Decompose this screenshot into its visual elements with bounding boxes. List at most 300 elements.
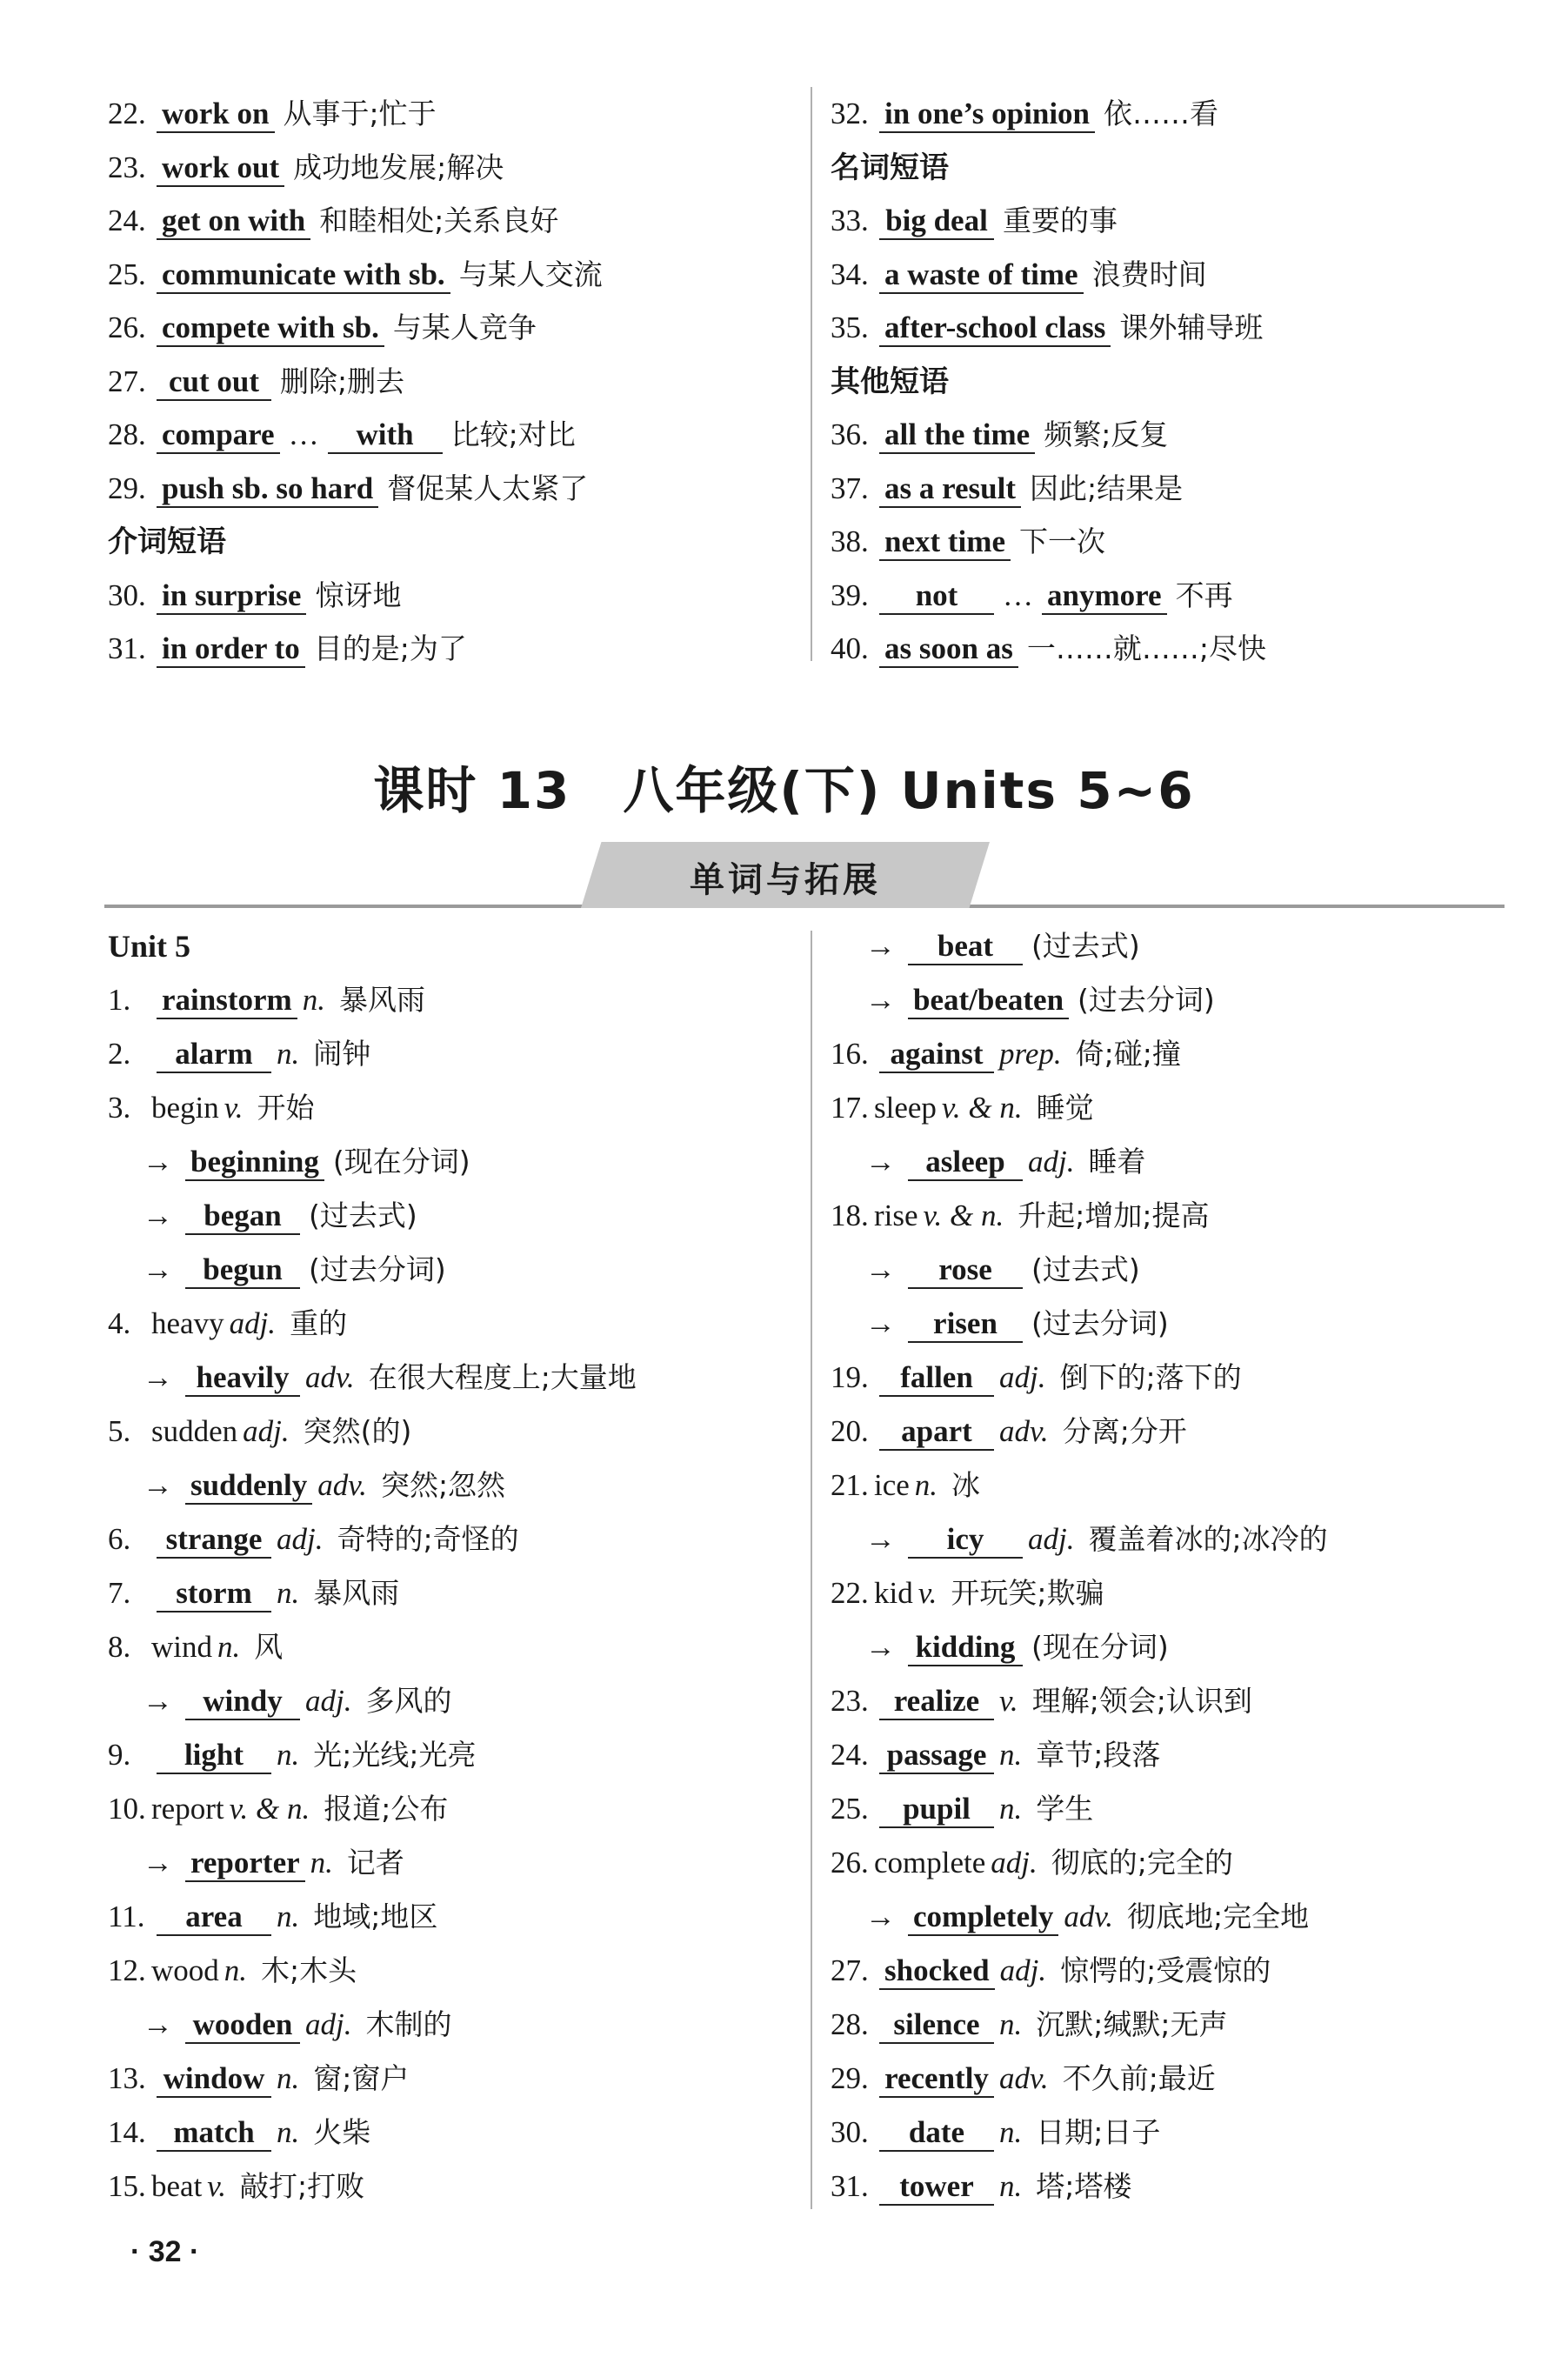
part-of-speech: n. (277, 2061, 300, 2095)
chinese-meaning: 覆盖着冰的;冰冷的 (1088, 1522, 1328, 1556)
chinese-meaning: 频繁;反复 (1044, 417, 1169, 451)
item-number: 24. (831, 1738, 869, 1772)
part-of-speech: v. (224, 1091, 244, 1125)
answer-blank: silence (879, 2007, 994, 2044)
base-word: ice (874, 1468, 910, 1502)
answer-blank: wooden (185, 2007, 300, 2044)
chinese-meaning: (过去式) (309, 1199, 417, 1232)
answer-blank: window (157, 2061, 271, 2098)
item-number: 15. (108, 2169, 146, 2203)
answer-blank: beat/beaten (908, 983, 1069, 1019)
entry-row (108, 469, 588, 509)
part-of-speech: n. (277, 1900, 300, 1933)
item-number: 33. (831, 204, 869, 237)
base-word: complete (874, 1846, 986, 1880)
chinese-meaning: 因此;结果是 (1030, 471, 1184, 505)
answer-blank: alarm (157, 1037, 271, 1073)
part-of-speech: n. (914, 1468, 938, 1502)
answer-blank: after-school class (879, 310, 1111, 347)
part-of-speech: n. (310, 1846, 333, 1880)
item-number: 27. (108, 364, 146, 398)
entry-row (108, 308, 537, 348)
category-heading: 名词短语 (831, 150, 949, 185)
part-of-speech: adv. (1064, 1900, 1114, 1933)
answer-blank: suddenly (185, 1468, 312, 1505)
entry-row (108, 1519, 519, 1559)
item-number: 1. (108, 983, 131, 1017)
item-number: 34. (831, 257, 869, 291)
part-of-speech: v. & n. (923, 1199, 1004, 1232)
item-number: 21. (831, 1468, 869, 1502)
part-of-speech: adj. (999, 1953, 1047, 1987)
entry-row (831, 576, 1233, 616)
item-number: 31. (108, 631, 146, 665)
answer-blank: compare (157, 417, 280, 454)
answer-blank: get on with (157, 204, 310, 240)
entry-row (108, 522, 226, 562)
chinese-meaning: 沉默;缄默;无声 (1036, 2007, 1228, 2041)
chinese-meaning: 重的 (290, 1306, 348, 1340)
part-of-speech: adv. (999, 1414, 1049, 1448)
answer-blank: push sb. so hard (157, 471, 378, 508)
entry-row (831, 1519, 1328, 1559)
chinese-meaning: (过去分词) (1031, 1306, 1169, 1340)
chinese-meaning: 风 (254, 1630, 284, 1664)
base-word: sudden (151, 1414, 238, 1448)
answer-blank: work on (157, 97, 275, 133)
part-of-speech: n. (277, 2115, 300, 2149)
lesson-title: 课时 13 八年级(下) Units 5~6 (373, 761, 1195, 820)
item-number: 40. (831, 631, 869, 665)
part-of-speech: n. (224, 1953, 248, 1987)
entry-row (108, 1142, 470, 1182)
chinese-meaning: 惊愕的;受震惊的 (1060, 1953, 1271, 1987)
arrow-symbol: → (865, 983, 896, 1017)
chinese-meaning: 与某人交流 (458, 257, 603, 291)
chinese-meaning: 彻底的;完全的 (1051, 1846, 1233, 1880)
part-of-speech: adj. (999, 1360, 1046, 1394)
part-of-speech: v. & n. (941, 1091, 1023, 1125)
entry-row (831, 148, 949, 188)
entry-row (831, 1196, 1209, 1236)
entry-row (831, 629, 1266, 669)
entry-row (831, 255, 1207, 295)
chinese-meaning: 目的是;为了 (313, 631, 467, 665)
item-number: 6. (108, 1522, 131, 1556)
part-of-speech: n. (217, 1630, 241, 1664)
chinese-meaning: 睡着 (1088, 1145, 1146, 1178)
entry-row (108, 1573, 399, 1613)
entry-row (831, 1843, 1233, 1883)
item-number: 20. (831, 1414, 869, 1448)
chinese-meaning: 奇特的;奇怪的 (337, 1522, 519, 1556)
entry-row (831, 1627, 1169, 1667)
item-number: 36. (831, 417, 869, 451)
item-number: 7. (108, 1576, 131, 1610)
answer-blank: big deal (879, 204, 994, 240)
part-of-speech: adj. (243, 1414, 290, 1448)
chinese-meaning: 木制的 (365, 2007, 452, 2041)
arrow-symbol: → (865, 1306, 896, 1340)
chinese-meaning: 暴风雨 (338, 983, 425, 1017)
entry-row (831, 362, 949, 402)
entry-row (831, 1951, 1271, 1991)
ellipsis: … (288, 417, 319, 451)
base-word: heavy (151, 1306, 224, 1340)
chinese-meaning: 不久前;最近 (1062, 2061, 1216, 2095)
base-word: kid (874, 1576, 913, 1610)
page-number: · 32 · (130, 2235, 200, 2268)
item-number: 32. (831, 97, 869, 130)
item-number: 39. (831, 578, 869, 612)
answer-blank: pupil (879, 1792, 994, 1828)
entry-row (108, 576, 401, 616)
answer-blank: recently (879, 2061, 994, 2098)
entry-row (108, 148, 504, 188)
item-number: 16. (831, 1037, 869, 1071)
chinese-meaning: 多风的 (365, 1684, 452, 1718)
entry-row (831, 201, 1118, 241)
entry-row (831, 1358, 1242, 1398)
entry-row (831, 1250, 1140, 1290)
part-of-speech: v. (917, 1576, 937, 1610)
item-number: 18. (831, 1199, 869, 1232)
answer-blank: communicate with sb. (157, 257, 450, 294)
chinese-meaning: 突然(的) (303, 1414, 412, 1448)
entry-row (831, 1088, 1094, 1128)
column-divider-bottom (811, 931, 812, 2209)
category-heading: 介词短语 (108, 524, 226, 559)
entry-row (831, 1735, 1160, 1775)
part-of-speech: prep. (999, 1037, 1062, 1071)
chinese-meaning: 与某人竞争 (392, 310, 537, 344)
answer-blank: heavily (185, 1360, 300, 1397)
part-of-speech: v. (999, 1684, 1018, 1718)
item-number: 12. (108, 1953, 146, 1987)
entry-row (831, 308, 1263, 348)
item-number: 27. (831, 1953, 869, 1987)
answer-blank: with (328, 417, 443, 454)
answer-blank: next time (879, 524, 1011, 561)
entry-row (108, 1412, 411, 1452)
chinese-meaning: 和睦相处;关系良好 (319, 204, 559, 237)
part-of-speech: adj. (991, 1846, 1038, 1880)
entry-row (831, 1573, 1104, 1613)
item-number: 31. (831, 2169, 869, 2203)
entry-row (831, 2059, 1216, 2099)
entry-row (108, 1304, 347, 1344)
answer-blank: all the time (879, 417, 1035, 454)
base-word: beat (151, 2169, 203, 2203)
chinese-meaning: 下一次 (1018, 524, 1105, 558)
part-of-speech: adj. (305, 2007, 352, 2041)
entry-row (108, 2059, 409, 2099)
chinese-meaning: 敲打;打败 (239, 2169, 365, 2203)
answer-blank: rainstorm (157, 983, 297, 1019)
category-heading: 其他短语 (831, 364, 949, 399)
entry-row (108, 629, 467, 669)
chinese-meaning: 比较;对比 (450, 417, 576, 451)
chinese-meaning: 惊讶地 (315, 578, 402, 612)
part-of-speech: v. & n. (229, 1792, 310, 1826)
item-number: 22. (108, 97, 146, 130)
chinese-meaning: (过去分词) (309, 1252, 446, 1286)
entry-row (108, 2167, 364, 2207)
chinese-meaning: 光;光线;光亮 (313, 1738, 477, 1772)
item-number: 23. (831, 1684, 869, 1718)
chinese-meaning: (现在分词) (332, 1145, 470, 1178)
chinese-meaning: 倚;碰;撞 (1075, 1037, 1181, 1071)
entry-row (831, 522, 1105, 562)
chinese-meaning: 分离;分开 (1062, 1414, 1187, 1448)
item-number: 5. (108, 1414, 131, 1448)
item-number: 25. (831, 1792, 869, 1826)
arrow-symbol: → (143, 1360, 173, 1394)
chinese-meaning: 依……看 (1104, 97, 1219, 130)
item-number: 19. (831, 1360, 869, 1394)
answer-blank: rose (908, 1252, 1023, 1289)
chinese-meaning: 闹钟 (313, 1037, 371, 1071)
entry-row (108, 980, 425, 1020)
answer-blank: as a result (879, 471, 1021, 508)
part-of-speech: adj. (1028, 1145, 1075, 1178)
answer-blank: asleep (908, 1145, 1023, 1181)
entry-row (831, 2167, 1131, 2207)
chinese-meaning: 升起;增加;提高 (1018, 1199, 1210, 1232)
column-divider-top (811, 87, 812, 661)
entry-row (831, 94, 1218, 134)
part-of-speech: adj. (305, 1684, 352, 1718)
chinese-meaning: 突然;忽然 (380, 1468, 506, 1502)
answer-blank: apart (879, 1414, 994, 1451)
item-number: 37. (831, 471, 869, 505)
entry-row (831, 1466, 980, 1506)
chinese-meaning: 成功地发展;解决 (293, 150, 504, 184)
chinese-meaning: 塔;塔楼 (1036, 2169, 1132, 2203)
chinese-meaning: 章节;段落 (1036, 1738, 1161, 1772)
chinese-meaning: (过去式) (1031, 1252, 1140, 1286)
answer-blank: in order to (157, 631, 305, 668)
chinese-meaning: 学生 (1036, 1792, 1094, 1826)
item-number: 29. (108, 471, 146, 505)
arrow-symbol: → (865, 1900, 896, 1933)
arrow-symbol: → (143, 2007, 173, 2041)
part-of-speech: n. (277, 1037, 300, 1071)
answer-blank: against (879, 1037, 994, 1073)
entry-row (831, 980, 1215, 1020)
answer-blank: match (157, 2115, 271, 2152)
answer-blank: windy (185, 1684, 300, 1720)
entry-row (831, 1789, 1093, 1829)
entry-row (831, 415, 1168, 455)
item-number: 3. (108, 1091, 131, 1125)
chinese-meaning: 木;木头 (261, 1953, 357, 1987)
entry-row (108, 94, 437, 134)
part-of-speech: n. (999, 2007, 1023, 2041)
answer-blank: not (879, 578, 994, 615)
arrow-symbol: → (143, 1684, 173, 1718)
answer-blank: in one’s opinion (879, 97, 1095, 133)
answer-blank: began (185, 1199, 300, 1235)
chinese-meaning: 暴风雨 (313, 1576, 400, 1610)
part-of-speech: adj. (229, 1306, 277, 1340)
entry-row (831, 2005, 1228, 2045)
entry-row (108, 1250, 446, 1290)
arrow-symbol: → (143, 1145, 173, 1178)
arrow-symbol: → (865, 1252, 896, 1286)
part-of-speech: n. (999, 1738, 1023, 1772)
chinese-meaning: 不再 (1175, 578, 1233, 612)
part-of-speech: adj. (277, 1522, 324, 1556)
chinese-meaning: 课外辅导班 (1119, 310, 1264, 344)
entry-row (108, 255, 603, 295)
entry-row (108, 1735, 477, 1775)
answer-blank: work out (157, 150, 284, 187)
entry-row (108, 1897, 437, 1937)
answer-blank: beginning (185, 1145, 324, 1181)
chinese-meaning: (过去分词) (1078, 983, 1215, 1017)
item-number: 14. (108, 2115, 146, 2149)
entry-row (831, 1412, 1187, 1452)
arrow-symbol: → (143, 1199, 173, 1232)
part-of-speech: n. (277, 1738, 300, 1772)
answer-blank: strange (157, 1522, 271, 1559)
item-number: 26. (831, 1846, 869, 1880)
chinese-meaning: 窗;窗户 (313, 2061, 410, 2095)
chinese-meaning: 日期;日子 (1036, 2115, 1161, 2149)
base-word: wood (151, 1953, 219, 1987)
answer-blank: date (879, 2115, 994, 2152)
part-of-speech: adv. (999, 2061, 1049, 2095)
answer-blank: beat (908, 929, 1023, 965)
ellipsis: … (1003, 578, 1033, 612)
item-number: 28. (108, 417, 146, 451)
item-number: 4. (108, 1306, 131, 1340)
chinese-meaning: 地域;地区 (313, 1900, 438, 1933)
chinese-meaning: 督促某人太紧了 (387, 471, 589, 505)
item-number: 9. (108, 1738, 131, 1772)
chinese-meaning: 开玩笑;欺骗 (951, 1576, 1104, 1610)
part-of-speech: n. (277, 1576, 300, 1610)
answer-blank: passage (879, 1738, 994, 1774)
chinese-meaning: 冰 (951, 1468, 981, 1502)
entry-row (108, 415, 576, 455)
entry-row (108, 926, 190, 967)
arrow-symbol: → (865, 1145, 896, 1178)
entry-row (108, 201, 558, 241)
part-of-speech: n. (999, 1792, 1023, 1826)
chinese-meaning: 睡觉 (1036, 1091, 1094, 1125)
answer-blank: realize (879, 1684, 994, 1720)
entry-row (831, 2113, 1160, 2153)
item-number: 25. (108, 257, 146, 291)
base-word: begin (151, 1091, 219, 1125)
arrow-symbol: → (865, 929, 896, 963)
entry-row (108, 2005, 451, 2045)
entry-row (108, 362, 404, 402)
answer-blank: a waste of time (879, 257, 1084, 294)
part-of-speech: adj. (1028, 1522, 1075, 1556)
part-of-speech: adv. (305, 1360, 355, 1394)
answer-blank: as soon as (879, 631, 1018, 668)
answer-blank: storm (157, 1576, 271, 1613)
item-number: 17. (831, 1091, 869, 1125)
base-word: report (151, 1792, 224, 1826)
entry-row (831, 1681, 1252, 1721)
entry-row (831, 1897, 1309, 1937)
entry-row (108, 1088, 314, 1128)
item-number: 23. (108, 150, 146, 184)
item-number: 2. (108, 1037, 131, 1071)
item-number: 35. (831, 310, 869, 344)
answer-blank: tower (879, 2169, 994, 2206)
answer-blank: shocked (879, 1953, 995, 1990)
part-of-speech: v. (207, 2169, 226, 2203)
entry-row (831, 926, 1140, 966)
entry-row (108, 1627, 283, 1667)
chinese-meaning: 重要的事 (1003, 204, 1118, 237)
chinese-meaning: 浪费时间 (1091, 257, 1207, 291)
answer-blank: anymore (1042, 578, 1167, 615)
entry-row (831, 469, 1183, 509)
answer-blank: area (157, 1900, 271, 1936)
item-number: 29. (831, 2061, 869, 2095)
chinese-meaning: 倒下的;落下的 (1059, 1360, 1242, 1394)
entry-row (108, 1466, 505, 1506)
chinese-meaning: 开始 (257, 1091, 315, 1125)
base-word: wind (151, 1630, 212, 1664)
part-of-speech: n. (302, 983, 325, 1017)
arrow-symbol: → (143, 1252, 173, 1286)
item-number: 11. (108, 1900, 145, 1933)
answer-blank: light (157, 1738, 271, 1774)
entry-row (108, 1681, 451, 1721)
answer-blank: risen (908, 1306, 1023, 1343)
chinese-meaning: 记者 (346, 1846, 404, 1880)
chinese-meaning: 报道;公布 (324, 1792, 449, 1826)
entry-row (831, 1142, 1145, 1182)
entry-row (108, 1951, 357, 1991)
chinese-meaning: 从事于;忙于 (283, 97, 437, 130)
item-number: 13. (108, 2061, 146, 2095)
part-of-speech: n. (999, 2169, 1023, 2203)
chinese-meaning: (过去式) (1031, 929, 1140, 963)
chinese-meaning: 删除;删去 (280, 364, 405, 398)
answer-blank: in surprise (157, 578, 306, 615)
chinese-meaning: 在很大程度上;大量地 (368, 1360, 637, 1394)
item-number: 30. (108, 578, 146, 612)
item-number: 38. (831, 524, 869, 558)
entry-row (831, 1304, 1169, 1344)
answer-blank: begun (185, 1252, 300, 1289)
item-number: 22. (831, 1576, 869, 1610)
entry-row (831, 1034, 1181, 1074)
answer-blank: cut out (157, 364, 271, 401)
item-number: 10. (108, 1792, 146, 1826)
answer-blank: fallen (879, 1360, 994, 1397)
chinese-meaning: 一……就……;尽快 (1026, 631, 1266, 665)
answer-blank: compete with sb. (157, 310, 384, 347)
arrow-symbol: → (865, 1522, 896, 1556)
item-number: 26. (108, 310, 146, 344)
answer-blank: reporter (185, 1846, 305, 1882)
item-number: 24. (108, 204, 146, 237)
entry-row (108, 1196, 417, 1236)
entry-row (108, 1358, 637, 1398)
entry-row (108, 1789, 448, 1829)
chinese-meaning: 理解;领会;认识到 (1031, 1684, 1252, 1718)
part-of-speech: adv. (317, 1468, 367, 1502)
